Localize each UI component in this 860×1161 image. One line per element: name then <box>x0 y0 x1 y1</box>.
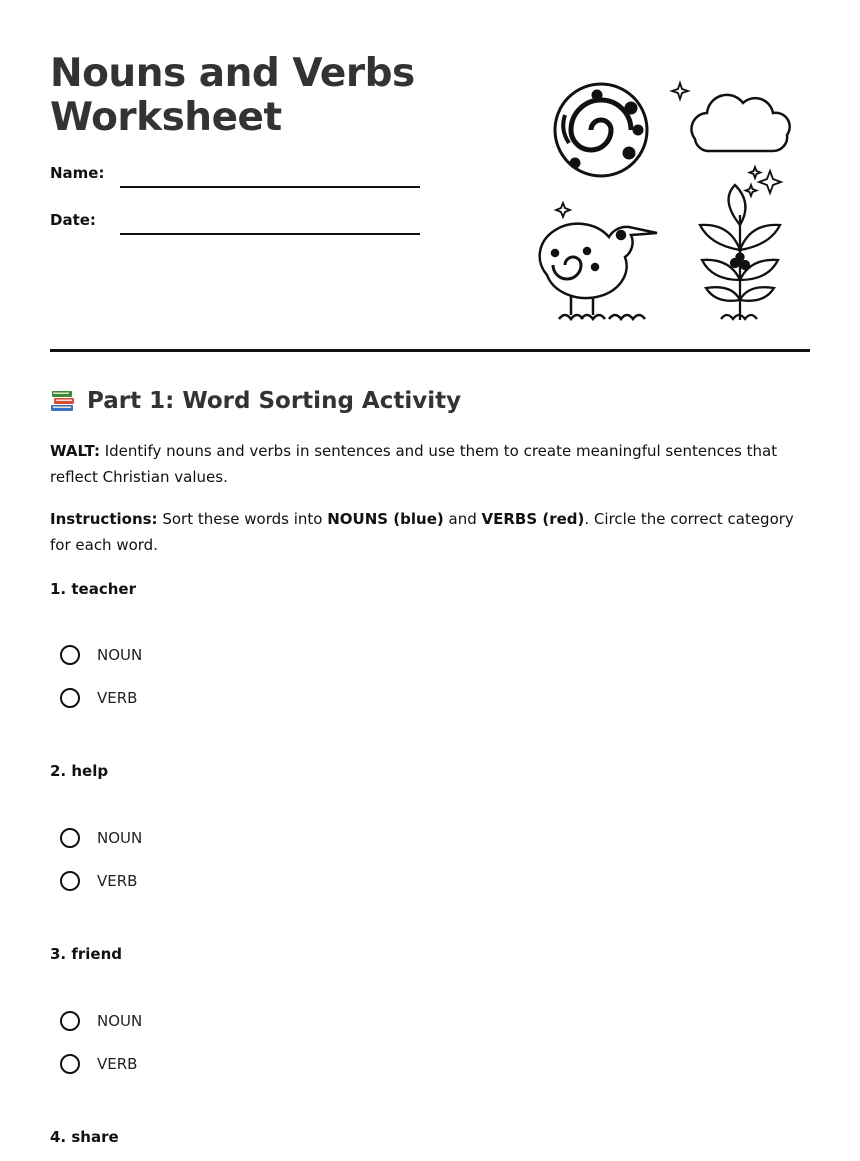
walt-label: WALT: <box>50 442 100 460</box>
option-label: VERB <box>97 689 138 707</box>
question-label: 3. friend <box>50 945 123 963</box>
option-noun[interactable] <box>60 1011 142 1031</box>
question-label: 1. teacher <box>50 580 136 598</box>
option-label: NOUN <box>97 1012 143 1030</box>
radio-button[interactable] <box>60 1054 80 1074</box>
option-label: NOUN <box>97 646 143 664</box>
part1-title <box>50 388 461 414</box>
question-label: 4. share <box>50 1128 119 1146</box>
page-title: Nouns and Verbs Worksheet <box>50 51 415 140</box>
option-verb[interactable] <box>60 871 137 891</box>
verbs-label: VERBS (red) <box>481 510 585 528</box>
option-verb[interactable] <box>60 688 137 708</box>
question-label: 2. help <box>50 762 109 780</box>
koru-icon <box>555 84 647 176</box>
radio-button[interactable] <box>60 688 80 708</box>
radio-button[interactable] <box>60 645 80 665</box>
name-field-row <box>50 164 420 182</box>
name-label: Name: <box>50 164 105 182</box>
option-noun[interactable] <box>60 645 142 665</box>
radio-button[interactable] <box>60 1011 80 1031</box>
part1-title-text: Part 1: Word Sorting Activity <box>87 388 462 414</box>
walt-paragraph <box>50 438 810 490</box>
option-label: VERB <box>97 872 138 890</box>
books-icon <box>50 389 76 413</box>
instructions-post: . Circle the correct category for each word. <box>50 510 794 554</box>
plant-icon <box>700 185 780 320</box>
date-field-row <box>50 211 420 229</box>
and-text: and <box>443 510 482 528</box>
radio-button[interactable] <box>60 828 80 848</box>
maori-illustration <box>535 75 805 325</box>
option-verb[interactable] <box>60 1054 137 1074</box>
name-line[interactable] <box>120 186 420 188</box>
option-label: VERB <box>97 1055 138 1073</box>
header-divider <box>50 349 810 352</box>
option-noun[interactable] <box>60 828 142 848</box>
instructions-label: Instructions: <box>50 510 158 528</box>
nouns-label: NOUNS (blue) <box>327 510 444 528</box>
option-label: NOUN <box>97 829 143 847</box>
walt-text: Identify nouns and verbs in sentences and use them to create meaningful sentences that reflect Christian values. <box>50 442 778 486</box>
cloud-icon <box>691 95 789 151</box>
instructions-paragraph <box>50 506 810 558</box>
kiwi-bird-icon <box>540 224 657 319</box>
instructions-pre: Sort these words into <box>157 510 328 528</box>
date-label: Date: <box>50 211 96 229</box>
date-line[interactable] <box>120 233 420 235</box>
radio-button[interactable] <box>60 871 80 891</box>
